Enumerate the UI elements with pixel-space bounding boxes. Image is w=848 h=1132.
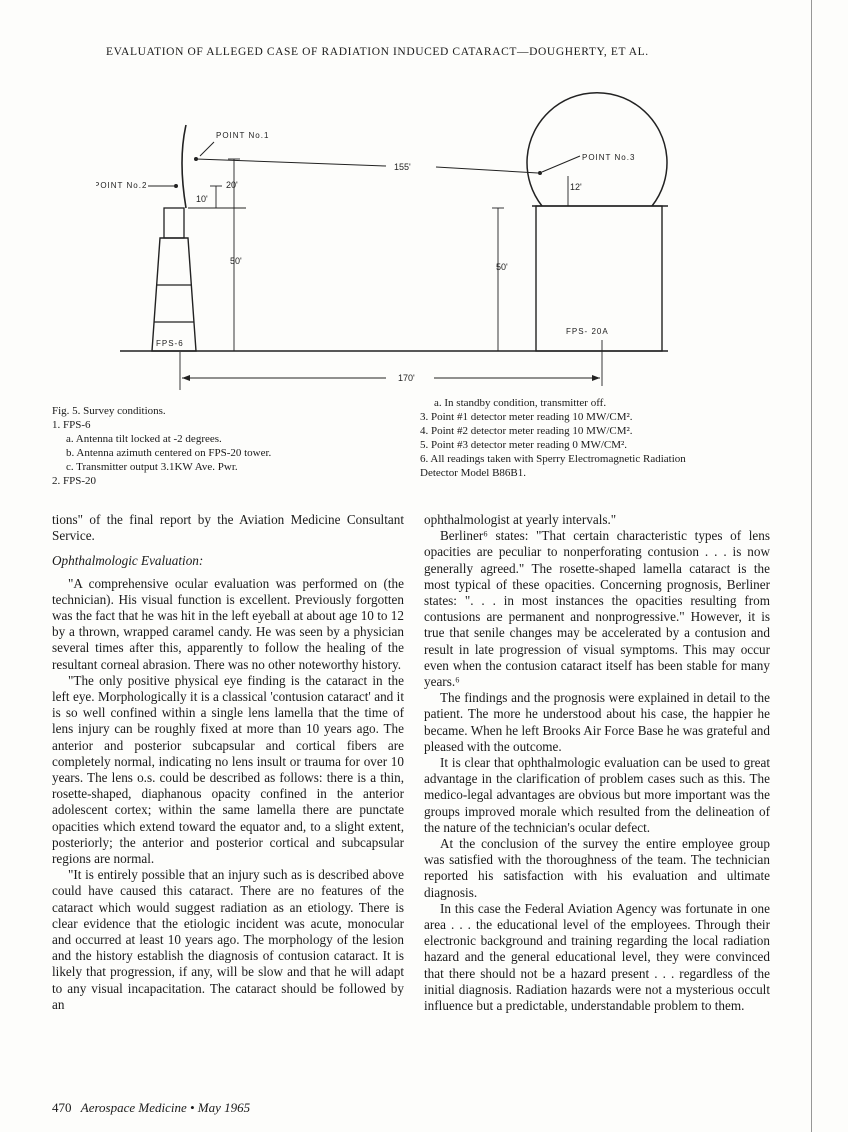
height-10-label: 10' xyxy=(196,194,208,204)
caption-line: Fig. 5. Survey conditions. xyxy=(52,405,166,417)
caption-line: a. In standby condition, transmitter off. xyxy=(434,397,607,409)
caption-line: a. Antenna tilt locked at -2 degrees. xyxy=(66,433,222,445)
point3-label: POINT No.3 xyxy=(582,153,636,162)
caption-line: c. Transmitter output 3.1KW Ave. Pwr. xyxy=(66,461,238,473)
height-50-left-label: 50' xyxy=(230,256,242,266)
page-footer xyxy=(52,1100,250,1116)
figure-caption-left xyxy=(52,404,372,488)
paragraph: Berliner⁶ states: "That certain characteristic types of lens opacities are peculiar to nonperforating contusion . . . is now generally agreed." The rosette-shaped lamella cataract is the most typical of these opacities. Concerning prognosis, Berliner states: ". . . in most instances the opacities resulting from contusions are permanent and nonprogressive." However, it is true that senile changes may be accelerated by a contusion and result in late progression of visual symptoms. This may occur even when the contusion cataract itself has been stable for many years.⁶ xyxy=(424,528,770,690)
fps20a-label: FPS- 20A xyxy=(566,327,609,336)
fps20a-tower xyxy=(527,93,668,351)
dist-155-label: 155' xyxy=(394,162,411,172)
point3-marker xyxy=(538,171,542,175)
fps6-tower xyxy=(152,125,196,351)
page-number: 470 xyxy=(52,1100,72,1115)
running-header: EVALUATION OF ALLEGED CASE OF RADIATION INDUCED CATARACT—DOUGHERTY, ET AL. xyxy=(106,46,649,58)
height-20-label: 20' xyxy=(226,180,238,190)
dist-170-label: 170' xyxy=(398,373,415,383)
survey-diagram-svg xyxy=(96,90,696,400)
figure-caption-right xyxy=(420,396,780,480)
caption-line: 3. Point #1 detector meter reading 10 MW/CM². xyxy=(420,411,633,423)
paragraph: ophthalmologist at yearly intervals." xyxy=(424,512,617,527)
caption-line: 6. All readings taken with Sperry Electromagnetic Radiation xyxy=(420,453,686,465)
paragraph: tions" of the final report by the Aviation Medicine Consultant Service. xyxy=(52,512,404,544)
caption-line: 5. Point #3 detector meter reading 0 MW/CM². xyxy=(420,439,628,451)
caption-line: 2. FPS-20 xyxy=(52,475,97,487)
survey-diagram xyxy=(96,90,696,400)
scan-edge-line xyxy=(811,0,812,1132)
point2-label: POINT No.2 xyxy=(96,181,148,190)
fps6-label: FPS-6 xyxy=(156,339,184,348)
paragraph: The findings and the prognosis were explained in detail to the patient. The more he understood about his case, the happier he became. When he left Brooks Air Force Base he was grateful and pleased with the outcome. xyxy=(424,690,770,754)
caption-line: Detector Model B86B1. xyxy=(420,467,527,479)
body-column-left xyxy=(52,512,404,1013)
point2-marker xyxy=(174,184,178,188)
paragraph: At the conclusion of the survey the entire employee group was satisfied with the thoroughness of the team. The technician reported his satisfaction with his evaluation and ultimate diagnosis. xyxy=(424,836,770,900)
paragraph: "The only positive physical eye finding is the cataract in the left eye. Morphologically it is a classical 'contusion cataract' and it is so well confined within a single lens lamella that the time of lens injury can be roughly fixed at more than 10 years ago. The anterior and posterior subcapsular and cortical fibers are completely normal, indicating no lens insult or trauma for over 10 years. The lens o.s. could be described as follows: there is a thin, rosette-shaped, diaphanous opacity confined in the anterior adolescent cortex; within the same lamella there are punctate opacities which extend toward the equator and, to a slight extent, posteriorly; the anterior and posterior cortical and subcapsular regions are normal. xyxy=(52,672,404,867)
caption-line: 4. Point #2 detector meter reading 10 MW/CM². xyxy=(420,425,633,437)
paragraph: In this case the Federal Aviation Agency was fortunate in one area . . . the educational level of the employees. Through their electronic background and training regarding the local radiation hazard and the general educational level, they were convinced that there should not be a hazard present . . . regardless of the initial diagnosis. Radiation hazards were not a mysterious occult influence but a predictable, understandable problem to them. xyxy=(424,900,770,1014)
height-12-label: 12' xyxy=(570,182,582,192)
paragraph: It is clear that ophthalmologic evaluation can be used to great advantage in the clarification of problem cases such as this. The medico-legal advantages are obvious but more important was the groups improved morale which resulted from the delineation of the nature of the technician's ocular defect. xyxy=(424,755,770,835)
height-50-right-label: 50' xyxy=(496,262,508,272)
paragraph: "It is entirely possible that an injury such as is described above could have caused this cataract. There are no features of the cataract which would suggest radiation as an etiology. There is clear evidence that the etiologic incident was acute, monocular and occurred at least 10 years ago. The morphology of the lesion and the history establish the diagnosis of contusion cataract. It is likely that progression, if any, will be slow and that he will adapt to any visual incapacitation. The cataract should be followed by an xyxy=(52,867,404,1012)
journal-name: Aerospace Medicine • May 1965 xyxy=(80,1100,251,1115)
caption-line: b. Antenna azimuth centered on FPS-20 tower. xyxy=(66,447,272,459)
point1-label: POINT No.1 xyxy=(216,131,270,140)
caption-line: 1. FPS-6 xyxy=(52,419,91,431)
section-heading: Ophthalmologic Evaluation: xyxy=(52,553,204,569)
paragraph: "A comprehensive ocular evaluation was performed on (the technician). His visual function is excellent. Previously forgotten was the fact that he was hit in the left eyeball at about age 10 to 12 by a thrown, wrapped caramel candy. He was seen by a physician several times after this, apparently to follow the healing of the resultant corneal abrasion. There was no other noteworthy history. xyxy=(52,575,404,672)
body-column-right xyxy=(424,512,770,1014)
